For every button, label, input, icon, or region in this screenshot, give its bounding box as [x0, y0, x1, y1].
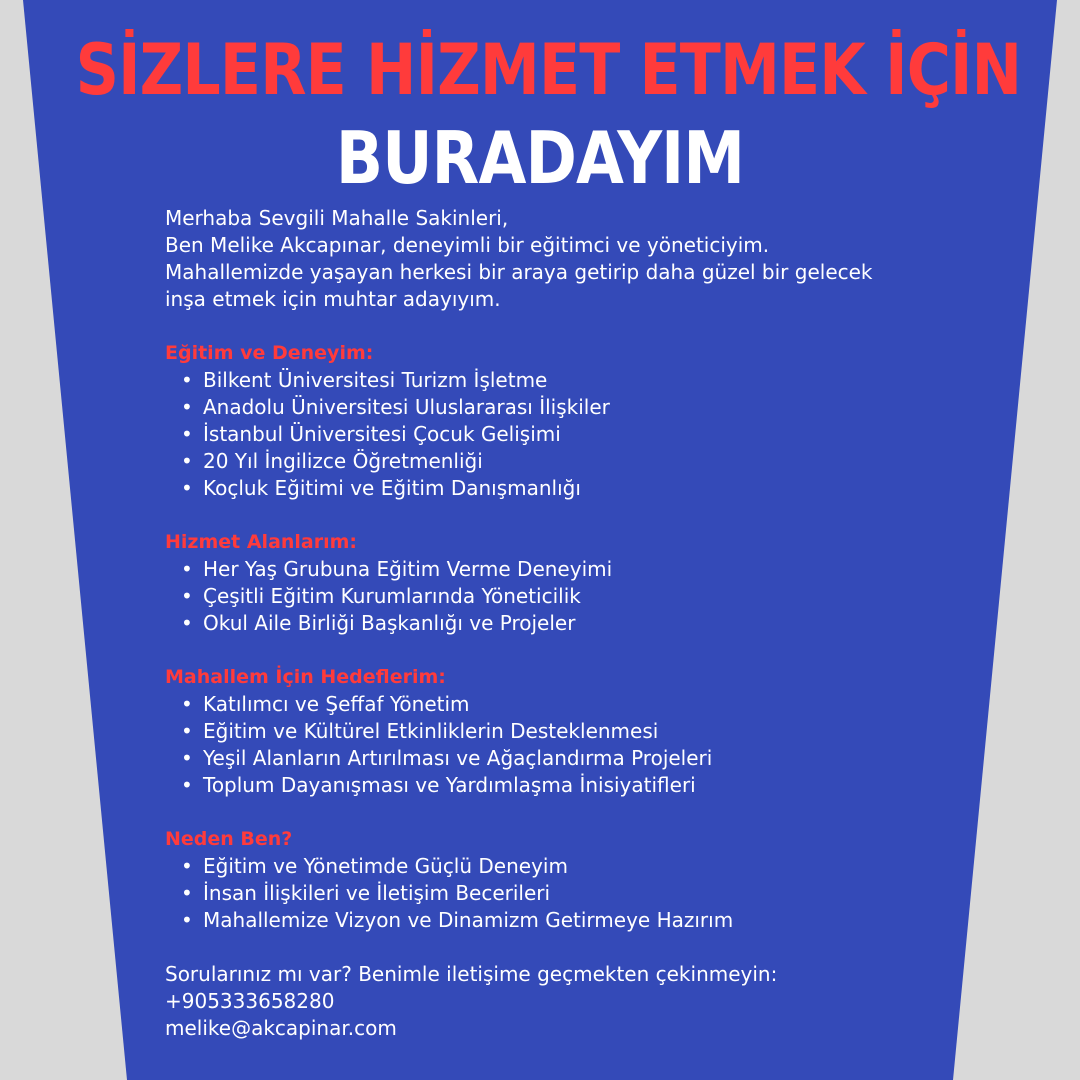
bullet-icon: • — [181, 719, 193, 743]
section-heading: Neden Ben? — [165, 828, 293, 850]
section-goals — [165, 664, 1025, 799]
list-item — [165, 475, 1025, 502]
headline-line-2: BURADAYIM — [335, 116, 745, 200]
list-item-text: Katılımcı ve Şeffaf Yönetim — [203, 692, 470, 716]
list-item — [165, 610, 1025, 637]
intro-line: inşa etmek için muhtar adayıyım. — [165, 287, 501, 311]
list-item — [165, 448, 1025, 475]
list-item-text: Her Yaş Grubuna Eğitim Verme Deneyimi — [203, 557, 613, 581]
intro-line: Ben Melike Akcapınar, deneyimli bir eğitimci ve yöneticiyim. — [165, 233, 770, 257]
bullet-icon: • — [181, 692, 193, 716]
list-item — [165, 691, 1025, 718]
bullet-icon: • — [181, 584, 193, 608]
section-heading: Mahallem İçin Hedeflerim: — [165, 666, 446, 688]
intro-paragraph — [165, 205, 1025, 313]
list-item-text: Koçluk Eğitimi ve Eğitim Danışmanlığı — [203, 476, 581, 500]
intro-line: Mahallemizde yaşayan herkesi bir araya getirip daha güzel bir gelecek — [165, 260, 873, 284]
list-item-text: Toplum Dayanışması ve Yardımlaşma İnisiyatifleri — [203, 773, 696, 797]
contact-phone: +905333658280 — [165, 989, 335, 1013]
bullet-list — [165, 853, 1025, 934]
contact-block — [165, 961, 1025, 1042]
list-item — [165, 556, 1025, 583]
list-item-text: Mahallemize Vizyon ve Dinamizm Getirmeye Hazırım — [203, 908, 734, 932]
bullet-list — [165, 367, 1025, 502]
list-item-text: 20 Yıl İngilizce Öğretmenliği — [203, 449, 483, 473]
bullet-icon: • — [181, 449, 193, 473]
list-item — [165, 853, 1025, 880]
list-item-text: Anadolu Üniversitesi Uluslararası İlişkiler — [203, 395, 610, 419]
section-why-me — [165, 826, 1025, 934]
list-item-text: Eğitim ve Yönetimde Güçlü Deneyim — [203, 854, 568, 878]
bullet-icon: • — [181, 746, 193, 770]
list-item-text: İstanbul Üniversitesi Çocuk Gelişimi — [203, 422, 561, 446]
bullet-icon: • — [181, 773, 193, 797]
bullet-icon: • — [181, 395, 193, 419]
bullet-icon: • — [181, 557, 193, 581]
bullet-icon: • — [181, 611, 193, 635]
list-item — [165, 718, 1025, 745]
list-item-text: Okul Aile Birliği Başkanlığı ve Projeler — [203, 611, 576, 635]
list-item — [165, 772, 1025, 799]
contact-email: melike@akcapinar.com — [165, 1016, 397, 1040]
section-heading: Hizmet Alanlarım: — [165, 531, 358, 553]
bullet-list — [165, 691, 1025, 799]
headline-line-1: SİZLERE HİZMET ETMEK İÇİN — [75, 29, 1022, 111]
list-item-text: Eğitim ve Kültürel Etkinliklerin Desteklenmesi — [203, 719, 659, 743]
list-item-text: Çeşitli Eğitim Kurumlarında Yöneticilik — [203, 584, 581, 608]
bullet-icon: • — [181, 422, 193, 446]
list-item — [165, 394, 1025, 421]
section-education — [165, 340, 1025, 502]
section-heading: Eğitim ve Deneyim: — [165, 342, 374, 364]
list-item — [165, 583, 1025, 610]
list-item — [165, 745, 1025, 772]
list-item — [165, 880, 1025, 907]
bullet-icon: • — [181, 368, 193, 392]
flyer-content — [165, 205, 1025, 1042]
bullet-list — [165, 556, 1025, 637]
list-item-text: Bilkent Üniversitesi Turizm İşletme — [203, 368, 548, 392]
bullet-icon: • — [181, 908, 193, 932]
list-item — [165, 907, 1025, 934]
intro-line: Merhaba Sevgili Mahalle Sakinleri, — [165, 206, 509, 230]
contact-prompt: Sorularınız mı var? Benimle iletişime geçmekten çekinmeyin: — [165, 962, 778, 986]
bullet-icon: • — [181, 476, 193, 500]
list-item-text: Yeşil Alanların Artırılması ve Ağaçlandırma Projeleri — [203, 746, 713, 770]
section-service-areas — [165, 529, 1025, 637]
bullet-icon: • — [181, 854, 193, 878]
list-item — [165, 367, 1025, 394]
list-item-text: İnsan İlişkileri ve İletişim Becerileri — [203, 881, 551, 905]
list-item — [165, 421, 1025, 448]
bullet-icon: • — [181, 881, 193, 905]
